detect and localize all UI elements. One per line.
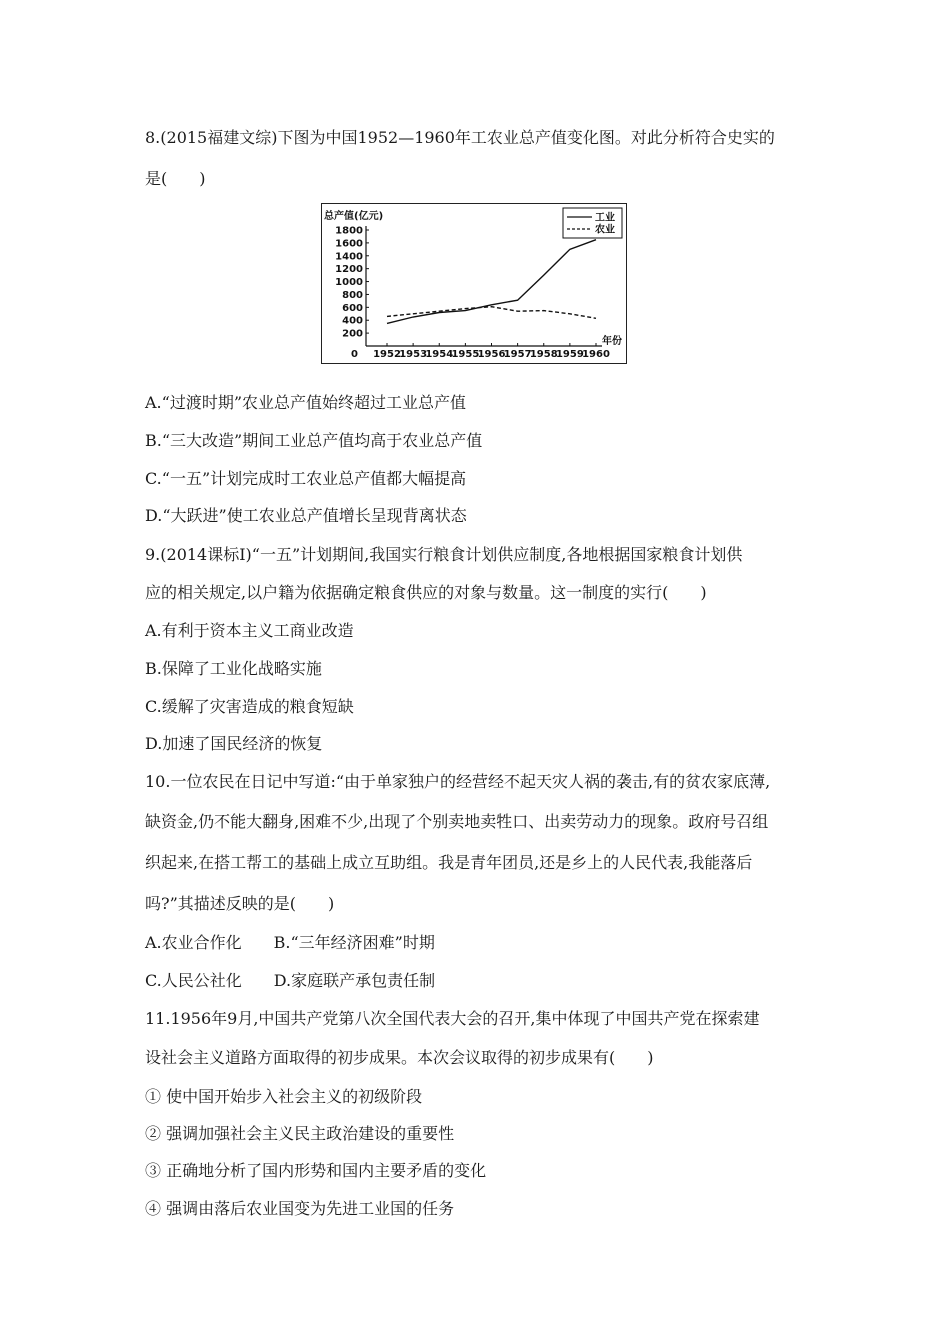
industry-agriculture-chart — [321, 203, 627, 364]
q8-option-b: B.“三大改造”期间工业总产值均高于农业总产值 — [145, 431, 483, 450]
y-tick-label: 0 — [351, 349, 358, 360]
y-tick-label: 600 — [342, 302, 363, 314]
y-tick-label: 1200 — [335, 264, 363, 276]
x-tick-label: 1955 — [451, 349, 480, 360]
y-tick-label: 1000 — [335, 277, 363, 289]
q8-option-a: A.“过渡时期”农业总产值始终超过工业总产值 — [145, 393, 467, 412]
x-tick-label: 1957 — [503, 349, 532, 360]
legend-label-1: 工业 — [595, 212, 615, 224]
q11-stem-line2: 设社会主义道路方面取得的初步成果。本次会议取得的初步成果有( ) — [145, 1048, 654, 1067]
x-tick-label: 1960 — [582, 349, 610, 360]
x-axis-label: 年份 — [602, 336, 622, 347]
q9-stem-line2: 应的相关规定,以户籍为依据确定粮食供应的对象与数量。这一制度的实行( ) — [145, 583, 707, 602]
chart-svg — [322, 204, 628, 365]
y-tick-label: 1600 — [335, 238, 363, 250]
q10-stem-line1: 10.一位农民在日记中写道:“由于单家独户的经营经不起天灾人祸的袭击,有的贫农家底薄, — [145, 772, 771, 791]
q11-item-2: ② 强调加强社会主义民主政治建设的重要性 — [145, 1124, 455, 1143]
q9-stem-line1: 9.(2014课标Ⅰ)“一五”计划期间,我国实行粮食计划供应制度,各地根据国家粮食计划供 — [145, 545, 743, 564]
x-tick-label: 1958 — [529, 349, 558, 360]
y-tick-label: 800 — [342, 289, 363, 301]
q10-stem-line4: 吗?”其描述反映的是( ) — [145, 894, 335, 913]
legend-label-2: 农业 — [595, 224, 615, 236]
q9-option-a: A.有利于资本主义工商业改造 — [145, 621, 354, 640]
y-tick-label: 1800 — [335, 225, 363, 237]
q10-stem-line2: 缺资金,仍不能大翻身,困难不少,出现了个别卖地卖牲口、出卖劳动力的现象。政府号召组 — [145, 812, 769, 831]
q10-options-line2: C.人民公社化 D.家庭联产承包责任制 — [145, 971, 436, 990]
q8-stem-line1: 8.(2015福建文综)下图为中国1952—1960年工农业总产值变化图。对此分析符合史实的 — [145, 128, 775, 147]
q11-stem-line1: 11.1956年9月,中国共产党第八次全国代表大会的召开,集中体现了中国共产党在探索建 — [145, 1009, 760, 1028]
q9-option-d: D.加速了国民经济的恢复 — [145, 734, 323, 753]
y-tick-label: 200 — [342, 328, 363, 340]
q9-option-c: C.缓解了灾害造成的粮食短缺 — [145, 697, 354, 716]
series-line-1 — [387, 240, 596, 324]
q11-item-3: ③ 正确地分析了国内形势和国内主要矛盾的变化 — [145, 1161, 487, 1180]
q11-item-4: ④ 强调由落后农业国变为先进工业国的任务 — [145, 1199, 455, 1218]
q8-option-d: D.“大跃进”使工农业总产值增长呈现背离状态 — [145, 506, 467, 525]
q11-item-1: ① 使中国开始步入社会主义的初级阶段 — [145, 1087, 423, 1106]
x-tick-label: 1953 — [399, 349, 428, 360]
q8-stem-line2: 是( ) — [145, 169, 206, 188]
x-tick-label: 1952 — [373, 349, 401, 360]
x-tick-label: 1956 — [477, 349, 506, 360]
y-tick-label: 1400 — [335, 251, 363, 263]
q10-options-line1: A.农业合作化 B.“三年经济困难”时期 — [145, 933, 435, 952]
q9-option-b: B.保障了工业化战略实施 — [145, 659, 322, 678]
q8-option-c: C.“一五”计划完成时工农业总产值都大幅提高 — [145, 469, 467, 488]
y-axis-label: 总产值(亿元) — [324, 211, 384, 222]
y-tick-label: 400 — [342, 315, 363, 327]
x-tick-label: 1959 — [555, 349, 584, 360]
q10-stem-line3: 织起来,在搭工帮工的基础上成立互助组。我是青年团员,还是乡上的人民代表,我能落后 — [145, 853, 753, 872]
x-tick-label: 1954 — [425, 349, 454, 360]
